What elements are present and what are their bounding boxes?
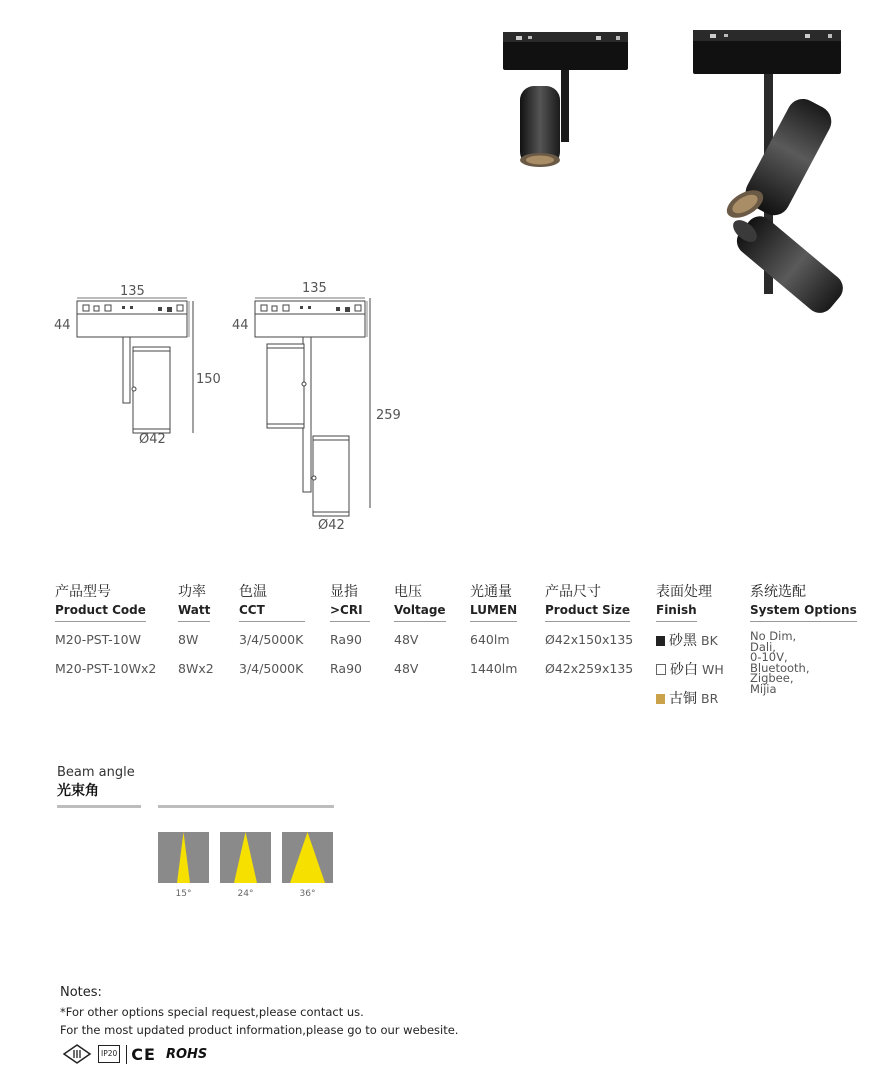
row1-size: Ø42x150x135: [545, 632, 634, 647]
row1-cri: Ra90: [330, 632, 362, 647]
header-voltage: 电压 Voltage: [394, 584, 446, 622]
double-diameter-label: Ø42: [318, 518, 345, 533]
beam-label-15: 15°: [175, 889, 192, 899]
row1-watt: 8W: [178, 632, 199, 647]
header-product-size: 产品尺寸 Product Size: [545, 584, 630, 622]
row1-code: M20-PST-10W: [55, 632, 141, 647]
row2-size: Ø42x259x135: [545, 661, 634, 676]
row2-cct: 3/4/5000K: [239, 661, 304, 676]
finish-bronze: 古铜 BR: [656, 688, 718, 708]
double-total-height-label: 259: [376, 408, 401, 423]
single-total-height-label: 150: [196, 372, 221, 387]
finish-white-swatch: [656, 664, 666, 675]
row2-lumen: 1440lm: [470, 661, 518, 676]
product-photo-double: [690, 26, 855, 316]
beam-label-36: 36°: [299, 889, 316, 899]
finish-black-swatch: [656, 636, 665, 646]
system-options-list: No Dim, Dali, 0-10V, Bluetooth, Zigbee, Mijia: [750, 629, 810, 696]
single-cap-height-label: 44: [54, 318, 71, 333]
beam-36-icon: [282, 832, 333, 883]
row2-cri: Ra90: [330, 661, 362, 676]
ce-mark: CE: [126, 1045, 156, 1064]
beam-angle-title-cn: 光束角: [57, 783, 99, 799]
notes-line-2: For the most updated product information,please go to our webesite.: [60, 1023, 459, 1037]
finish-black: 砂黑 BK: [656, 630, 718, 650]
single-width-label: 135: [120, 284, 145, 299]
beam-divider-left: [57, 805, 141, 808]
beam-box-24: [220, 832, 271, 883]
row2-watt: 8Wx2: [178, 661, 214, 676]
beam-24-icon: [220, 832, 271, 883]
double-cap-height-label: 44: [232, 318, 249, 333]
beam-box-15: [158, 832, 209, 883]
double-width-label: 135: [302, 281, 327, 296]
beam-divider-right: [158, 805, 334, 808]
cert-row: [62, 1043, 207, 1065]
single-diameter-label: Ø42: [139, 432, 166, 447]
header-finish: 表面处理 Finish: [656, 584, 712, 622]
header-cri: 显指 >CRI: [330, 584, 370, 622]
notes-line-1: *For other options special request,please contact us.: [60, 1005, 364, 1019]
dimension-drawing-single: [50, 280, 230, 450]
product-photo-single: [498, 28, 633, 173]
row1-lumen: 640lm: [470, 632, 510, 647]
finish-bronze-swatch: [656, 694, 665, 704]
row1-voltage: 48V: [394, 632, 419, 647]
class-iii-safety-icon: [62, 1044, 92, 1064]
dimension-drawing-double: [228, 280, 388, 520]
notes-title: Notes:: [60, 985, 102, 1000]
beam-label-24: 24°: [237, 889, 254, 899]
row2-voltage: 48V: [394, 661, 419, 676]
rohs-mark: ROHS: [165, 1046, 208, 1062]
beam-15-icon: [158, 832, 209, 883]
header-system-options: 系统选配 System Options: [750, 584, 857, 622]
finish-white: 砂白 WH: [656, 659, 724, 679]
ip-rating-badge: IP20: [98, 1045, 120, 1063]
header-cct: 色温 CCT: [239, 584, 305, 622]
header-product-code: 产品型号 Product Code: [55, 584, 146, 622]
header-lumen: 光通量 LUMEN: [470, 584, 517, 622]
beam-angle-title-en: Beam angle: [57, 765, 135, 780]
header-watt: 功率 Watt: [178, 584, 210, 622]
beam-box-36: [282, 832, 333, 883]
row2-code: M20-PST-10Wx2: [55, 661, 157, 676]
row1-cct: 3/4/5000K: [239, 632, 304, 647]
